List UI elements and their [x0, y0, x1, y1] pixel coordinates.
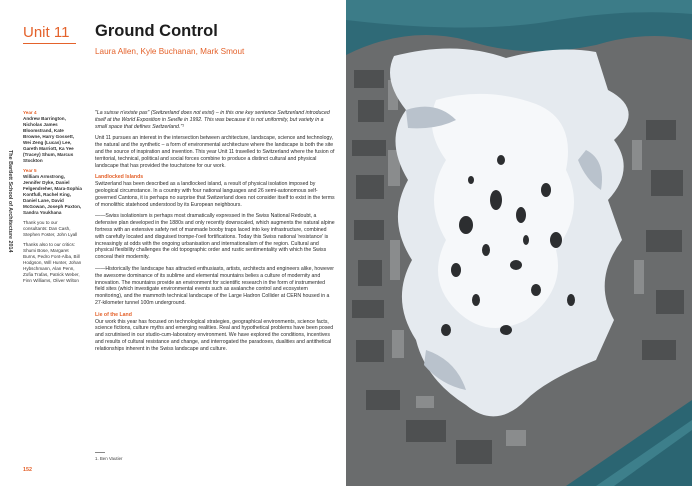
intro-paragraph: Unit 11 pursues an interest in the intersection between architecture, landscape, science and technology, the natural and the synthetic – a form of environmental architecture where the landscape is both the site and the source of inspiration and invention. This year Unit 11 travelled to Switzerland where the fusion of territorial, technical, political and social forces combine to produce a distinct cultural and physical landscape that has provided the touchstone for our work.	[95, 135, 335, 169]
year5-names: William Armstrong, Jennifer Dyke, Daniel Felgendreher, Mara-Sophia Kontfuß, Rachel King, Daniel Lane, David McGowan, Joseph Paxton, Sandra Youkhana	[23, 174, 82, 215]
section-heading-lie: Lie of the Land	[95, 311, 132, 318]
unit-underline	[23, 43, 76, 44]
page-number: 152	[23, 467, 32, 473]
student-list	[23, 110, 83, 288]
thanks-critics: Thanks also to our critics: Shumi Bose, Margaret Burns, Pedro Font-Alba, Bill Hodgson, Will Hunter, Johan Hybschmann, Alan Penn, Zofia Trafas, Patrick Weber, Finn Williams, Oliver Wilton	[23, 242, 82, 283]
body-text	[95, 110, 335, 358]
section1-paragraph-2: ——Swiss isolationism is perhaps most dramatically expressed in the Swiss National Redoubt, a defensive plan developed in the 1880s and only recently downscaled, which augments the natural alpine fortress with an extensive safety net of manmade booby traps laced into key infrastructure, combined with carefully located and disguised trompe-l'oeil fortifications. Today this Swiss national 'resistance' is increasingly at odds with the ongoing urbanisation and internationalism of the region. Cultural and physical flexibility challenges the old topographic order and rustic sentimentality with which the Swiss conceal their modernity.	[95, 213, 335, 261]
unit-number: Unit 11	[23, 24, 70, 41]
section2-paragraph-1: Our work this year has focused on technological strategies, geographical environments, science facts, science fictions, culture myths and emerging realities. Real and hypothetical problems have been posed and scrutinised in our studio-cum-laboratory environment. We have explored the conditions, incentives and results of cultural resistance and change, and interrogated the paradoxes, dualities and antithetical relationships inherent in the Swiss landscape and culture.	[95, 318, 334, 352]
authors: Laura Allen, Kyle Buchanan, Mark Smout	[95, 47, 245, 56]
aerial-site-model-photo	[346, 0, 692, 486]
thanks-consultants: Thank you to our consultants: Dan Cash, Stephen Foster, John Lyall	[23, 220, 78, 237]
year5-label: Year 5	[23, 168, 37, 173]
section-heading-landlocked: Landlocked Islands	[95, 174, 144, 181]
year4-label: Year 4	[23, 110, 37, 115]
footnote: 1. Ben Vautier	[95, 456, 123, 461]
footnote-rule	[95, 452, 105, 453]
spine-label: The Bartlett School of Architecture 2014	[7, 150, 13, 253]
section1-paragraph-1: Switzerland has been described as a landlocked island, a result of physical isolation imposed by geological circumstance. In a country with four national languages and 26 semi-autonomous self-governed Cantons, it is perhaps no surprise that Switzerland does not consider itself to exist in the terms of monolithic statehood understood by its European neighbours.	[95, 181, 335, 208]
right-page	[346, 0, 692, 486]
intro-quote: "La suisse n'existe pas" (Switzerland does not exist) – in this one key sentence Switzerland introduced itself at the World Exposition in Seville in 1992. This was because it is not uniformity, but variety in a small space that defines Switzerland."¹	[95, 110, 330, 130]
year4-names: Andrew Barrington, Nicholas James Bloomstrand, Kate Browne, Harry Gossett, Wei Zeng (Lucas) Lee, Gareth Marriott, Ka Yee (Tracey) Shum, Marcus Stockton	[23, 116, 75, 163]
section1-paragraph-3: ——Historically the landscape has attracted enthusiasts, artists, architects and engineers alike, however the awesome dominance of its sublime and elemental mountains belies a culture of modernity and innovation. The mountains provide an environment for scientific research in the form of instrumented field sites (which investigate environmental events such as avalanche control and ecosystem monitoring), and the mammoth technical landscape of the Large Hadron Collider at CERN housed in a 27-kilometer tunnel 100m underground.	[95, 265, 335, 306]
page-title: Ground Control	[95, 22, 218, 40]
